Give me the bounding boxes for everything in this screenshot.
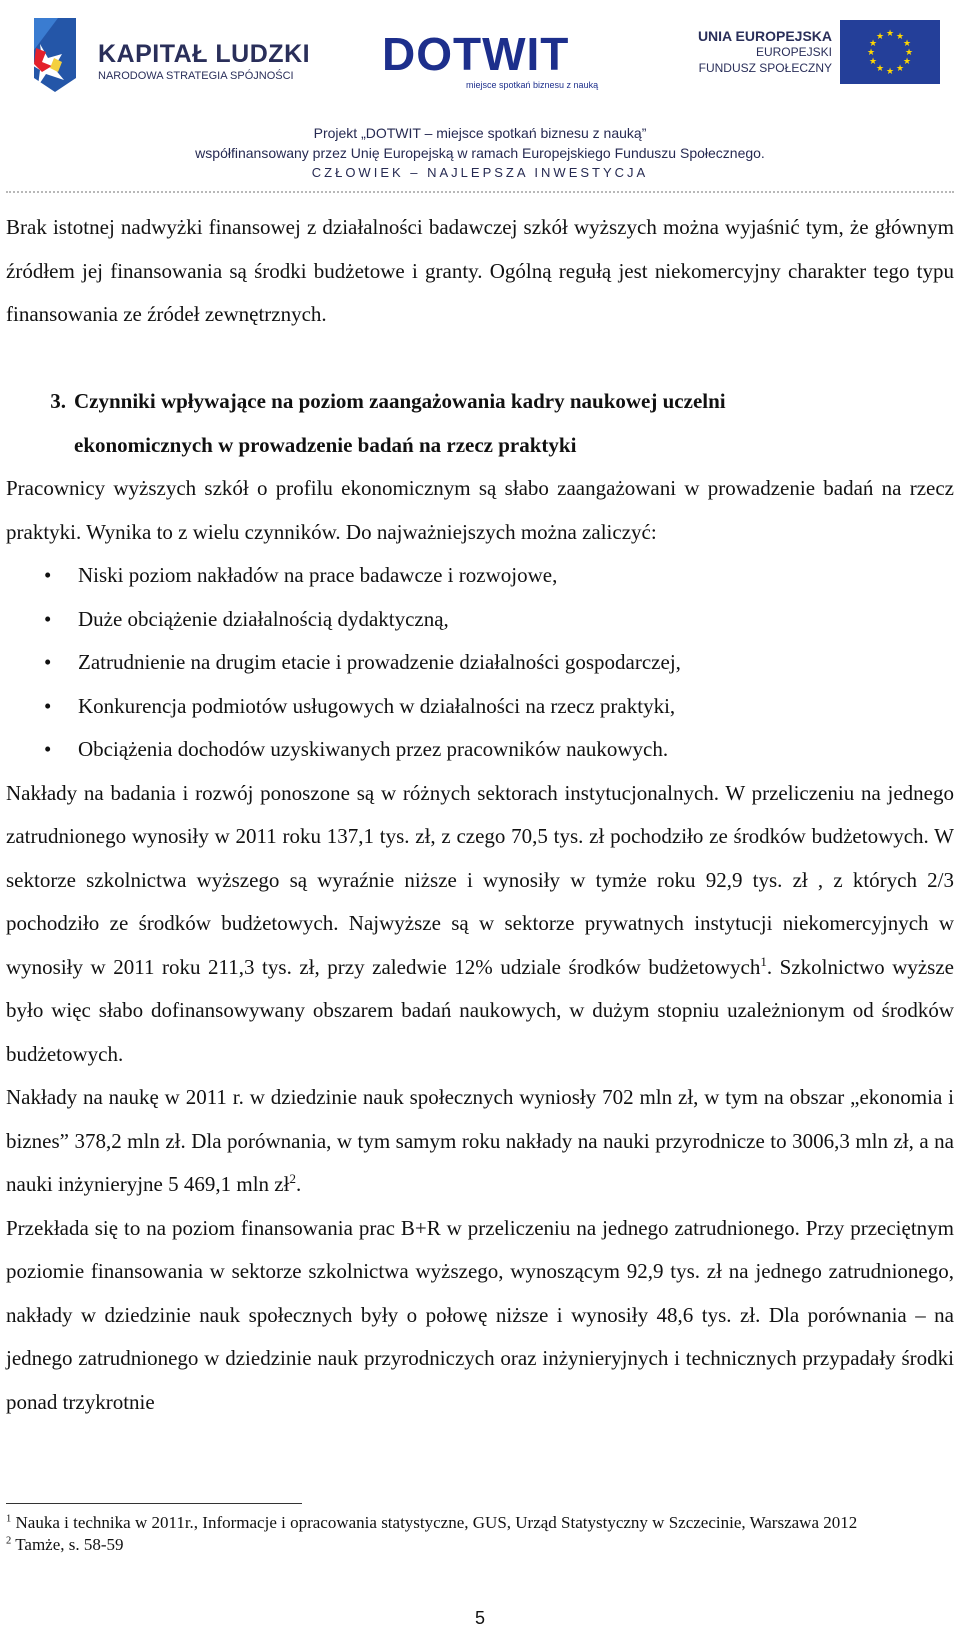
section-heading-line-1: Czynniki wpływające na poziom zaangażowania kadry naukowej uczelni (74, 389, 726, 413)
svg-text:★: ★ (866, 48, 876, 58)
svg-text:★: ★ (875, 64, 885, 74)
page-number: 5 (474, 1608, 485, 1628)
footnote-ref-1[interactable]: 1 (760, 953, 767, 969)
paragraph-1: Pracownicy wyższych szkół o profilu ekonomicznym są słabo zaangażowani w prowadzenie badań na rzecz praktyki. Wynika to z wielu czynników. Do najważniejszych można zaliczyć: (6, 476, 954, 544)
eu-flag-icon (840, 20, 940, 84)
list-item: • Konkurencja podmiotów usługowych w działalności na rzecz praktyki, (6, 685, 954, 729)
footnote-separator (6, 1503, 302, 1504)
list-item: • Duże obciążenie działalnością dydaktyczną, (6, 598, 954, 642)
kapital-ludzki-logo (28, 14, 311, 94)
eu-logo-text (698, 28, 832, 76)
dotwit-tagline: miejsce spotkań biznesu z nauką (466, 80, 599, 90)
svg-text:★: ★ (868, 39, 878, 49)
list-item: • Obciążenia dochodów uzyskiwanych przez pracowników naukowych. (6, 728, 954, 772)
dotwit-logo (382, 28, 599, 90)
paragraph-3-text: Nakłady na naukę w 2011 r. w dziedzinie nauk społecznych wyniosły 702 mln zł, w tym na obszar „ekonomia i biznes” 378,2 mln zł. Dla porównania, w tym samym roku nakłady na nauki przyrodnicze to 3006,3 mln zł, a na nauki inżynieryjne 5 469,1 mln zł (6, 1085, 954, 1196)
svg-text:★: ★ (895, 32, 905, 42)
footnote-marker-2: 2 (6, 1535, 12, 1547)
motto-line: CZŁOWIEK – NAJLEPSZA INWESTYCJA (311, 165, 649, 180)
factors-list (6, 554, 954, 772)
eu-logo (697, 18, 940, 90)
document-body (6, 206, 954, 1424)
footnote-2 (6, 1534, 946, 1556)
dotwit-wordmark: DOTWIT (382, 28, 570, 80)
footnote-2-text: Tamże, s. 58-59 (11, 1535, 124, 1554)
svg-text:★: ★ (885, 67, 895, 77)
paragraph-3 (6, 1076, 954, 1207)
paragraph-2 (6, 772, 954, 1077)
footnote-1-text: Nauka i technika w 2011r., Informacje i opracowania statystyczne, GUS, Urząd Statystyczny w Szczecinie, Warszawa 2012 (11, 1513, 858, 1532)
paragraph-3-text-end: . (295, 1172, 302, 1196)
section-number: 3. (50, 389, 66, 413)
section-heading (6, 337, 954, 468)
footnote-ref-2[interactable]: 2 (289, 1171, 296, 1186)
intro-paragraph: Brak istotnej nadwyżki finansowej z działalności badawczej szkół wyższych można wyjaśnić tym, że głównym źródłem jej finansowania są środki budżetowe i granty. Ogólną regułą jest niekomercyjny charakter tego typu finansowania ze źródeł zewnętrznych. (6, 215, 954, 326)
kapital-ludzki-title: KAPITAŁ LUDZKI (98, 40, 311, 68)
eu-line-3: FUNDUSZ SPOŁECZNY (698, 61, 832, 75)
cofinanced-line: współfinansowany przez Unię Europejską w ramach Europejskiego Funduszu Społecznego. (195, 145, 765, 161)
footnote-marker-1: 1 (6, 1513, 12, 1525)
svg-text:★: ★ (904, 48, 914, 58)
project-header (0, 123, 960, 183)
kapital-ludzki-subtitle: NARODOWA STRATEGIA SPÓJNOŚCI (98, 70, 294, 82)
paragraph-2-text: Nakłady na badania i rozwój ponoszone są w różnych sektorach instytucjonalnych. W przeliczeniu na jednego zatrudnionego wynosiły w 2011 roku 137,1 tys. zł, z czego 70,5 tys. zł pochodziło ze środków budżetowych. W sektorze szkolnictwa wyższego są wyraźnie niższe i wynosiły w tymże roku 92,9 tys. zł , z których 2/3 pochodziło ze środków budżetowych. Najwyższe są w sektorze prywatnych instytucji niekomercyjnych w wynosiły w 2011 roku 211,3 tys. zł, przy zaledwie 12% udziale środków budżetowych (6, 780, 954, 979)
paragraph-2-text-end: . Szkolnictwo wyższe było więc słabo dofinansowywany obszarem badań naukowych, w dużym stopniu uzależnionym od środków budżetowych. (6, 954, 954, 1066)
kapital-ludzki-emblem-icon (28, 14, 82, 94)
project-line: Projekt „DOTWIT – miejsce spotkań biznesu z nauką” (313, 125, 647, 141)
list-item: • Niski poziom nakładów na prace badawcze i rozwojowe, (6, 554, 954, 598)
svg-text:★: ★ (895, 64, 905, 74)
svg-text:★: ★ (902, 39, 912, 49)
svg-text:★: ★ (902, 57, 912, 67)
svg-text:★: ★ (875, 32, 885, 42)
eu-line-1: UNIA EUROPEJSKA (697, 28, 832, 44)
section-heading-line-2: ekonomicznych w prowadzenie badań na rzecz praktyki (74, 432, 577, 457)
eu-line-2: EUROPEJSKI (755, 45, 832, 59)
footnote-1 (6, 1512, 946, 1534)
paragraph-4: Przekłada się to na poziom finansowania prac B+R w przeliczeniu na jednego zatrudnionego. Przy przeciętnym poziomie finansowania w sektorze szkolnictwa wyższego, wynoszącym 92,9 tys. zł na jednego zatrudnionego, nakłady w dziedzinie nauk społecznych były o połowę niższe i wynosiły 48,6 tys. zł. Dla porównania – na jednego zatrudnionego w dziedzinie nauk przyrodniczych oraz inżynieryjnych i technicznych przypadały środki ponad trzykrotnie (6, 1215, 954, 1414)
svg-text:★: ★ (885, 29, 895, 39)
list-item: • Zatrudnienie na drugim etacie i prowadzenie działalności gospodarczej, (6, 641, 954, 685)
footnotes (6, 1512, 946, 1556)
header-divider (6, 191, 954, 193)
svg-text:★: ★ (868, 57, 878, 67)
